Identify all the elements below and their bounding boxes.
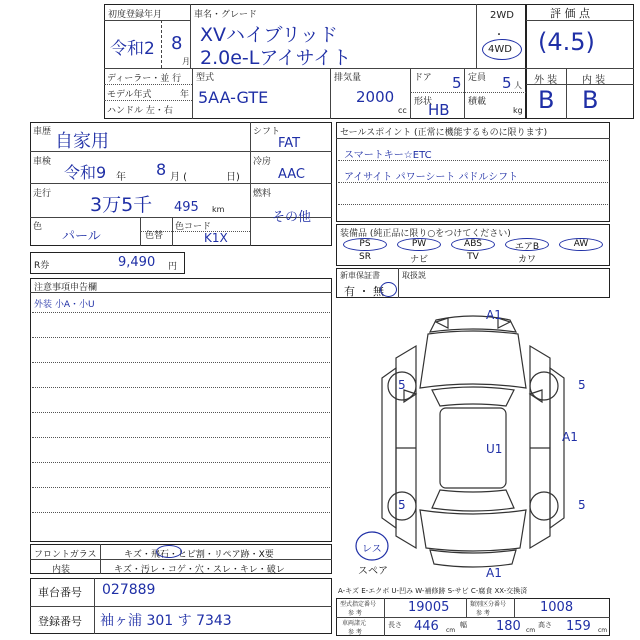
warranty-circle	[380, 282, 397, 297]
equipment-item-row1-3: エアB	[505, 238, 549, 251]
shift-value: FAT	[278, 136, 301, 151]
kg-unit: kg	[513, 106, 523, 115]
drive-4wd-circle	[482, 39, 522, 60]
height-value: 159	[566, 619, 591, 634]
exterior-grade: B	[538, 86, 555, 114]
sales-title: セールスポイント (正常に機能するものに限ります)	[340, 128, 548, 138]
color-code-value: K1X	[204, 231, 228, 245]
equipment-item-row2-0: SR	[359, 252, 371, 262]
usage-label: 車歴	[33, 127, 52, 137]
recycle-section	[30, 252, 185, 274]
length-label: 長さ	[388, 621, 402, 629]
mileage-label: 走行	[33, 189, 52, 199]
legend: A-キズ E-エクボ U-凹み W-補修跡 S-サビ C-腐食 XX-交換済	[338, 587, 528, 595]
ac-label: 冷房	[253, 157, 272, 167]
dealer-label: ディーラー・並 行	[107, 74, 182, 84]
height-unit: cm	[598, 627, 608, 634]
first-reg-label: 初度登録年月	[108, 10, 163, 20]
day-paren: 日)	[226, 172, 240, 183]
model-year-label: モデル年式	[107, 90, 152, 100]
equipment-row-2	[338, 252, 608, 265]
notes-section	[30, 278, 332, 542]
fuel-label: 燃料	[253, 189, 272, 199]
month-unit: 月	[182, 57, 190, 66]
front-glass-label: フロントガラス	[34, 550, 97, 560]
diagram-mark-front: A1	[486, 308, 502, 322]
color-change-label: 色替	[145, 231, 164, 241]
class-label-2: 参 考	[476, 610, 490, 617]
car-grade: 2.0e-Lアイサイト	[200, 47, 352, 69]
reg-label: 登録番号	[38, 615, 82, 628]
notes-rule-line	[32, 412, 330, 413]
cert-label-2: 参 考	[348, 610, 362, 617]
displacement-label: 排気量	[334, 73, 362, 83]
diagram-mark-roof: U1	[486, 442, 503, 456]
score-label: 評 価 点	[550, 7, 590, 20]
shape-value: HB	[428, 101, 450, 119]
notes-rule-line	[32, 512, 330, 513]
door-label: ドア	[414, 73, 432, 83]
color-value: パール	[62, 229, 101, 244]
cert-label-1: 型式指定番号	[340, 601, 377, 608]
first-reg-era: 令和2	[110, 39, 155, 59]
capacity-label: 定員	[468, 73, 487, 83]
equipment-item-row1-4: AW	[559, 238, 603, 251]
diagram-mark-wheel-fr: 5	[578, 378, 586, 392]
equipment-item-row2-1: ナビ	[409, 255, 428, 265]
nav-label-2: 参 考	[348, 629, 362, 636]
cc-unit: cc	[398, 106, 407, 115]
yen-unit: 円	[168, 262, 178, 272]
equipment-item-row1-0: PS	[343, 238, 387, 251]
handle-label: ハンドル 左・右	[107, 106, 173, 116]
drive-dot: ・	[494, 30, 504, 41]
sales-line-2: アイサイト パワーシート パドルシフト	[344, 172, 519, 183]
chassis-label: 車台番号	[38, 586, 82, 599]
drive-2wd: 2WD	[490, 10, 514, 21]
car-name-label: 車名・グレード	[194, 10, 258, 20]
warranty-value: 有 ・ 無	[344, 285, 384, 298]
notes-rule-line	[32, 387, 330, 388]
first-reg-month: 8	[171, 33, 183, 54]
notes-rule-line	[32, 337, 330, 338]
mileage-digits: 495	[174, 200, 199, 215]
inspection-year-unit: 年	[116, 172, 126, 183]
interior-value: キズ・汚レ・コゲ・穴・スレ・キレ・破レ	[114, 565, 285, 575]
shape-label: 形状	[414, 97, 433, 107]
class-label-1: 類別区分番号	[470, 601, 507, 608]
width-label: 幅	[460, 621, 467, 629]
equipment-item-row1-2: ABS	[451, 238, 495, 251]
load-label: 積載	[468, 97, 487, 107]
notes-line-1: 外装 小A・小U	[34, 300, 95, 310]
notes-rule-line	[32, 462, 330, 463]
equipment-title: 装備品 (純正品に限り○をつけてください)	[340, 229, 511, 239]
width-value: 180	[496, 619, 521, 634]
inspection-label: 車検	[33, 157, 52, 167]
diagram-mark-wheel-rr: 5	[578, 498, 586, 512]
equipment-item-row2-2: TV	[467, 252, 479, 262]
diagram-mark-wheel-fl: 5	[398, 378, 406, 392]
length-unit: cm	[446, 627, 456, 634]
front-glass-circle	[156, 545, 182, 558]
notes-title: 注意事項申告欄	[34, 283, 98, 293]
cert-value: 19005	[408, 600, 450, 615]
manual-label: 取扱説	[402, 271, 426, 280]
recycle-value: 9,490	[118, 255, 156, 270]
inspection-month: 8	[156, 160, 167, 179]
notes-rule-line	[32, 487, 330, 488]
fuel-value: その他	[272, 210, 312, 225]
shift-label: シフト	[253, 127, 281, 137]
color-label: 色	[33, 222, 43, 232]
car-name: XVハイブリッド	[200, 24, 338, 46]
score-value: (4.5)	[538, 28, 595, 56]
equipment-item-row2-3: カワ	[517, 255, 536, 265]
mileage-value: 3万5千	[90, 194, 153, 216]
notes-rule-line	[32, 437, 330, 438]
recycle-label: R券	[34, 261, 50, 271]
diagram-mark-wheel-rl: 5	[398, 498, 406, 512]
equipment-row-1	[338, 238, 608, 251]
equipment-item-row1-1: PW	[397, 238, 441, 251]
diagram-mark-right-rear-fender: A1	[562, 430, 578, 444]
capacity-unit: 人	[514, 81, 522, 90]
capacity-value: 5	[502, 74, 512, 92]
notes-rule-line	[32, 362, 330, 363]
sales-line-1: スマートキー☆ETC	[344, 150, 432, 161]
height-label: 高さ	[538, 621, 552, 629]
interior-grade: B	[582, 86, 599, 114]
diagram-mark-rear: A1	[486, 566, 502, 580]
width-unit: cm	[526, 627, 536, 634]
model-label: 型式	[196, 73, 215, 83]
chassis-value: 027889	[102, 582, 156, 598]
drive-4wd: 4WD	[488, 44, 512, 55]
length-value: 446	[414, 619, 439, 634]
model-value: 5AA-GTE	[198, 88, 269, 107]
exterior-label: 外 装	[534, 75, 558, 86]
front-glass-value: キズ・飛石・ヒビ割・リペア跡・X要	[124, 550, 274, 560]
inspection-era: 令和9	[64, 163, 107, 182]
month-paren: 月 (	[170, 172, 188, 183]
class-value: 1008	[540, 600, 574, 615]
displacement-value: 2000	[356, 88, 395, 106]
notes-rule-line	[32, 312, 330, 313]
warranty-title: 新車保証書	[340, 271, 380, 280]
usage-value: 自家用	[55, 131, 109, 152]
interior-label: 内装	[52, 565, 71, 575]
spare-circle-text: レス	[362, 544, 382, 555]
year-unit: 年	[180, 90, 190, 100]
interior-label: 内 装	[582, 75, 606, 86]
reg-value: 袖ヶ浦 301 す 7343	[100, 613, 232, 629]
spare-label: スペア	[358, 566, 388, 577]
equipment-item-row2-4	[559, 252, 603, 265]
door-value: 5	[452, 74, 462, 92]
ac-value: AAC	[278, 167, 305, 182]
km-unit: km	[212, 205, 225, 214]
nav-label-1: 車両諸元	[342, 620, 367, 627]
color-code-label: 色コード	[175, 222, 212, 232]
